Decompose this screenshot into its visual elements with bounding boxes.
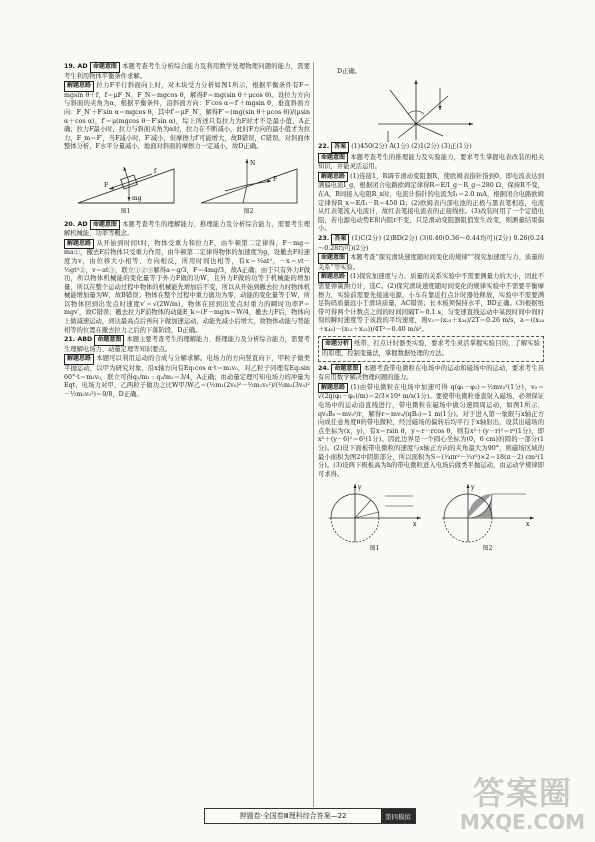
q24-intent-text: 本题考查带电微粒在电场中的运动和磁场中的运动，要求考生具有应用数学解决物理问题的能力。 [318, 364, 544, 382]
q21-idea [64, 354, 310, 399]
q21-field-diagram [368, 76, 478, 144]
q19-figure-2 [197, 155, 301, 217]
left-column [64, 62, 310, 399]
q20-intent-label: 命题意图 [90, 220, 120, 231]
q22-answer-text: (1)450(2分) A(1分) (2)1(2分) (3)正(1分) [351, 143, 472, 150]
q19-idea [64, 81, 310, 152]
q21-continued-answer: D正确。 [337, 68, 361, 75]
q23-answer-text: (1)C(2分) (2)BD(2分) (3)0.40(0.36～0.44均可)(2分) 0.26(0.24～0.28均可)(2分) [318, 234, 544, 252]
right-column [318, 142, 544, 557]
q22-idea-label: 解题思路 [318, 172, 348, 183]
svg-text:F: F [272, 175, 277, 183]
svg-text:x: x [525, 521, 529, 529]
page-footer [204, 808, 416, 824]
footer-tag: 第四模拟 [381, 809, 415, 823]
q20-number: 20. AD [64, 220, 88, 228]
q24-figures [318, 482, 544, 554]
q19-figures [64, 155, 310, 217]
column-divider [313, 62, 314, 807]
q19-number: 19. AD [64, 63, 88, 70]
q24-figure-2 [438, 482, 538, 554]
q21-axis-diagram [368, 76, 478, 148]
q23-idea [318, 272, 544, 334]
q19-intent-label: 命题意图 [90, 62, 120, 73]
svg-text:y: y [470, 484, 474, 492]
q22-number: 22. [318, 143, 330, 150]
q19-figure-1 [74, 155, 178, 217]
q19-idea-text: 拉力F平行斜面向上时，对木块受力分析如图1所示，根据平衡条件有F＝mgsin θ＋f，f＝μF_N，F_N＝mgcos θ，解得F＝mg(sin θ＋μcos θ)。设拉力方向与斜面的夹角为α，根据平衡条件，沿斜面方向：F′cos α＝f′＋mgsin θ，垂直斜面方向：F_N′＋F′sin α＝mgcos θ，其中f′＝μF_N′，解得F′＝(mg(sin θ＋μcos θ))/(μsin α＋cos α)，f′＝μ(mgcos θ－F′sin α)，综上所述只有拉力为F时才不是最小值，A正确；拉力F最小时，拉力与斜面夹角为α时，拉力在不断减小，此时F方向的最小值才为拉力，F_m＝F′，当F减小时，F′减小，但摩擦力f′可能增大，故B错误，C错误。对斜面体整体分析，F水平分量减小，地面对斜面的摩擦力一定减小，故D正确。 [64, 82, 310, 151]
q21-intent-label: 命题意图 [94, 335, 124, 346]
svg-text:F: F [103, 181, 108, 189]
q24-intent-label: 命题意图 [331, 364, 361, 375]
q23-analysis-label: 命题分析 [322, 339, 352, 350]
q24-number: 24. [318, 364, 330, 372]
q21-intent [64, 335, 310, 354]
q21-idea-text: 本题可以利用运动的合成与分解求解。电场力的方向竖直向下，甲粒子做类平抛运动，以甲为研究对象，沿x轴方向有Eq₁cos α·t＝m₁v₀，对乙粒子同理有Eq₂sin 60°·t＝m₂v₀，联立可得q₁/m₁ : q₂/m₂＝3/4，A正确；由动量定理可知电场力的冲量为Eqt，电场力对甲、乙两粒子做功之比W甲/W乙＝(½m₁(2v₀)²－½m₁v₀²)/(½m₂(3v₀)²－½m₂v₀²)＝9/8，D正确。 [64, 355, 311, 398]
q20-intent [64, 220, 310, 239]
watermark-url: MXQE.COM [459, 810, 585, 834]
q20-idea [64, 239, 310, 336]
watermark [460, 768, 585, 834]
q24-idea-label: 解题思路 [318, 383, 348, 394]
q23-intent [318, 253, 544, 272]
q20-intent-text: 本题考查考生的理解能力、推理能力及分析综合能力，需要考生理解机械能、功率等概念。 [64, 220, 310, 238]
q21-idea-label: 解题思路 [64, 354, 94, 365]
q23-answer [318, 234, 544, 253]
q21-intent-text: 本题主要考查考生的理解能力、推理能力及分析综合能力，需要考生理解电场力、动量定理等知识要点。 [64, 336, 311, 353]
svg-text:f: f [153, 167, 156, 175]
q23-analysis-text: 纸带，打点计时器类实验，要求考生灵活掌握实验目的，了解实验的原理，控制变量法，掌握数据处理的方法。 [322, 340, 540, 358]
q24-figure-2-caption: 图2 [482, 545, 493, 553]
q23-idea-label: 解题思路 [318, 272, 348, 283]
q23-intent-text: 本题考查“探究滑块速度随时间变化的规律”“探究加速度与力、质量的关系”等实验。 [318, 254, 544, 271]
q24-figure-1 [325, 482, 425, 554]
q24-idea-text: (1)由带电微粒在电场中加速可得 q(φ₁－φ₂)＝½mv₀²(1分)，v₀＝√(2q(φ₁－φ₂)/m)＝2/3×10⁴ m/s(1分)。要使带电微粒垂直射入磁场，必须保证电场中的运动沿直线进行，带电微粒在磁场中做匀速圆周运动，如图1所示，qv₀B₀＝mv₀²/r，解得r＝mv₀/(qB₀)＝1 m(1分)。对于进入第一象限与x轴正方向成任意角度θ的带电微粒，经过磁场的偏转后均平行于x轴射出，设其出磁场的点坐标为(x，y)，有x＝rsin θ，y＝r－rcos θ，则有x²＋(y－r)²＝r²(1分)，即x²＋(y－6)²＝6²(1分)。因此边界是一个圆心坐标为(0，6 cm)的圆的一部分(1分)。(2)设下面板带电微粒的速度与x轴正方向的夹角最大为90°，则磁场区域的最小面积为图2中阴影部分，所以面积为S＝(¼πr²－½r²)×2＝18(π－2) cm²(1分)。(3)设两下极板高为h的带电微粒进入电场后做类平抛运动，由运动学规律即可求得。 [318, 383, 544, 478]
q19-figure-1-caption: 图1 [120, 207, 131, 215]
q22-idea [318, 172, 544, 234]
svg-text:mg: mg [131, 194, 142, 202]
q24-figure-1-caption: 图1 [369, 545, 380, 553]
q22-intent [318, 153, 544, 172]
svg-text:x: x [412, 521, 416, 529]
q20-idea-label: 解题思路 [64, 239, 94, 250]
q19-idea-label: 解题思路 [64, 81, 94, 92]
q23-number: 23. [318, 234, 330, 242]
q23-answer-label: 答案 [331, 234, 349, 245]
q24-intent [318, 364, 544, 383]
incline-force-diagram-2 [197, 155, 301, 207]
q22-answer-label: 答案 [331, 142, 349, 153]
q19-intent-text: 本题考查考生分析综合能力及利用数学处理物理问题的能力，需要考生利用物体平衡条件求解。 [64, 63, 310, 80]
q21-number: 21. ABD [64, 336, 93, 344]
svg-text:y: y [357, 484, 361, 492]
q22-answer [318, 142, 544, 153]
q22-intent-label: 命题意图 [318, 153, 348, 164]
magnetic-field-diagram-2 [438, 482, 538, 544]
q19-figure-2-caption: 图2 [243, 207, 254, 215]
q23-analysis-box [318, 336, 544, 361]
q22-intent-text: 本题考查考生的推理能力及实验能力，要求考生掌握电表改装的相关知识，并能灵活运用。 [318, 153, 544, 171]
watermark-logo: 答案圈 [472, 774, 572, 812]
svg-text:N: N [249, 159, 255, 167]
incline-force-diagram-1 [74, 155, 178, 207]
q20-idea-text: 从开始到时间t时，物体受重力和拉力F，由牛顿第二定律得，F－mg＝ma①，撤去F后物体只受重力作用，由牛顿第二定律得物体的加速度为g，设撤去F时速度为v，由位移大小相等、方向相反，所用时间也相等，有x＝½at²，－x＝vt－½gt²②，v＝at③，联立①②③解得a＝g/3，F＝4mg/3，故A正确；由于只有外力F做功，所以物体机械能的变化量等于外力F做的功W，且外力F做的功等于机械能的增加量，所以在整个运动过程中物体的机械能先增加后不变，所以从开始到撤去拉力时物体机械能增加量为W，故B错误；物体在整个过程中重力做功为零，动能的变化量等于W，所以物体回到出发点时速度v′＝√(2W/m)，物体在回到出发点时重力的瞬时功率P＝mgv′，故C错误；撤去拉力F前物体的动能E_k＝(F－mg)x＝W/4，撤去力F后，物体向上做减速运动，到达最高点后再向下做加速运动，动能先减小后增大，故物体动能与势能相等的位置在撤去拉力之后的下落阶段，D正确。 [64, 239, 310, 334]
q22-idea-text: (1)连接1，R调节滑动变阻器R，使欧姆表指针指到0，即电流表达到满偏电流I_g，根据闭合电路欧姆定律得R＝E/I_g－R_g＝280 Ω，保持R不变，在A，B间接入电阻R_x时，电流计指针的电流为I₁＝2.0 mA，根据闭合电路欧姆定律得R_x＝E/I₁－R＝450 Ω；(2)欧姆表内部电池的正极与黑表笔相连，电流从红表笔流入电流计，故红表笔接电流表的正接线柱。(3)改装时用了一个定值电阻，若电源电动势E和内阻r不变，只是滑动变阻器阻值发生改变，则测量结果偏小。 [318, 172, 544, 233]
footer-title: 押题卷·全国卷Ⅲ理科综合答案—22 [239, 812, 347, 820]
q19-intent [64, 62, 310, 81]
q23-idea-text: (1)探究加速度与力、质量的关系实验中不需要测量力的大小，因此不需要弹簧测力计，选C。(2)探究滑块速度随时间变化的规律实验中不需要平衡摩擦力，实验前需要先接通电源，小车在靠近打点计时器处释放，实验中不需要满足钩码质量远小于滑块质量，AC错误；长木板须保持水平，BD正确。(3)根据纸带可得两个计数点之间的时间间隔T＝0.1 s，匀变速直线运动中某段时间中间时刻的瞬时速度等于该段的平均速度，则v₃＝(x₂₃＋x₃₄)/2T＝0.26 m/s，a＝((x₃₄＋x₄₅)－(x₁₂＋x₂₃))/4T²＝0.40 m/s²。 [318, 273, 544, 333]
q24-idea [318, 383, 544, 480]
q23-intent-label: 命题意图 [318, 253, 348, 264]
magnetic-field-diagram-1 [325, 482, 425, 544]
